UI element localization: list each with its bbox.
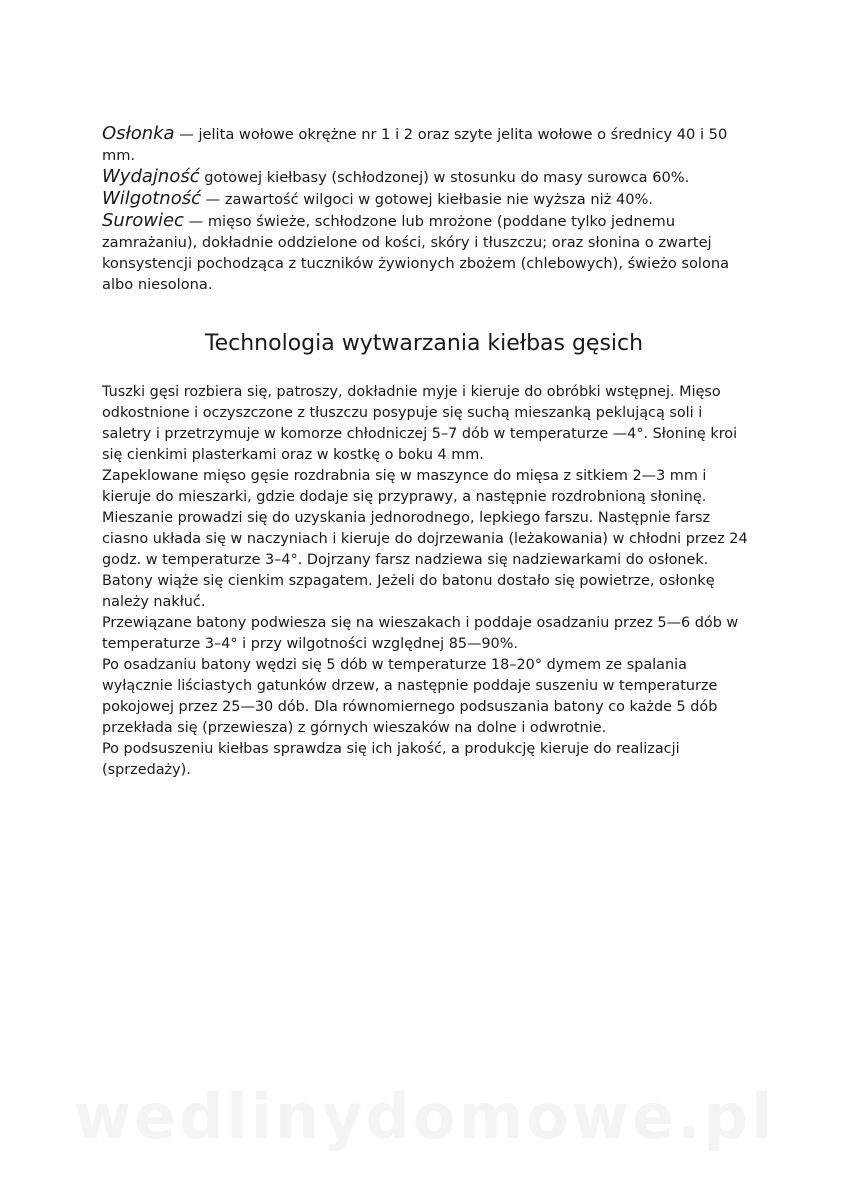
section-title: Technologia wytwarzania kiełbas gęsich — [204, 331, 644, 356]
body-paragraph: Po podsuszeniu kiełbas sprawdza się ich jakość, a produkcję kieruje do realizacji (sprzedaży). — [102, 741, 680, 778]
body-paragraph: Tuszki gęsi rozbiera się, patroszy, dokładnie myje i kieruje do obróbki wstępnej. Mięso odkostnione i oczyszczone z tłuszczu posypuje się suchą mieszanką peklującą soli i saletry i przetrzymuje w komorze chłodniczej 5–7 dób w temperaturze —4°. Słoninę kroi się cienkimi plasterkami oraz w kostkę o boku 4 mm. — [102, 384, 738, 463]
definition-term: Osłonka — [102, 123, 175, 144]
definition-text: gotowej kiełbasy (schłodzonej) w stosunku do masy surowca 60%. — [199, 169, 690, 186]
definition-text: — jelita wołowe okrężne nr 1 i 2 oraz szyte jelita wołowe o średnicy 40 i 50 mm. — [102, 126, 728, 164]
definition-wydajnosc — [102, 166, 750, 188]
definition-surowiec — [102, 210, 750, 295]
definition-term: Wilgotność — [102, 188, 201, 209]
document-page — [102, 123, 750, 778]
body-paragraph: Zapeklowane mięso gęsie rozdrabnia się w maszynce do mięsa z sitkiem 2—3 mm i kieruje do mieszarki, gdzie dodaje się przyprawy, a następnie rozdrobnioną słoninę. Mieszanie prowadzi się do uzyskania jednorodnego, lepkiego farszu. Następnie farsz ciasno układa się w naczyniach i kieruje do dojrzewania (leżakowania) w chłodni przez 24 godz. w temperaturze 3–4°. Dojrzany farsz nadziewa się nadziewarkami do osłonek. Batony wiąże się cienkim szpagatem. Jeżeli do batonu dostało się powietrze, osłonkę należy nakłuć. — [102, 468, 748, 610]
body-paragraph: Po osadzaniu batony wędzi się 5 dób w temperaturze 18–20° dymem ze spalania wyłącznie liściastych gatunków drzew, a następnie poddaje suszeniu w temperaturze pokojowej przez 25—30 dób. Dla równomiernego podsuszania batony co każde 5 dób przekłada się (przewiesza) z górnych wieszaków na dolne i odwrotnie. — [102, 657, 718, 736]
section-body — [102, 382, 750, 781]
definitions-block — [102, 123, 750, 295]
definition-term: Wydajność — [102, 166, 200, 187]
definition-term: Surowiec — [102, 210, 184, 231]
definition-text: — zawartość wilgoci w gotowej kiełbasie nie wyższa niż 40%. — [201, 191, 654, 208]
definition-text: — mięso świeże, schłodzone lub mrożone (poddane tylko jednemu zamrażaniu), dokładnie oddzielone od kości, skóry i tłuszczu; oraz słonina o zwartej konsystencji pochodząca z tuczników żywionych zbożem (chlebowych), świeżo solona albo niesolona. — [102, 213, 730, 293]
definition-wilgotnosc — [102, 188, 750, 210]
watermark: wedlinydomowe.pl — [73, 1080, 776, 1153]
definition-oslonka — [102, 123, 750, 166]
body-paragraph: Przewiązane batony podwiesza się na wieszakach i poddaje osadzaniu przez 5—6 dób w temperaturze 3–4° i przy wilgotności względnej 85—90%. — [102, 615, 739, 652]
